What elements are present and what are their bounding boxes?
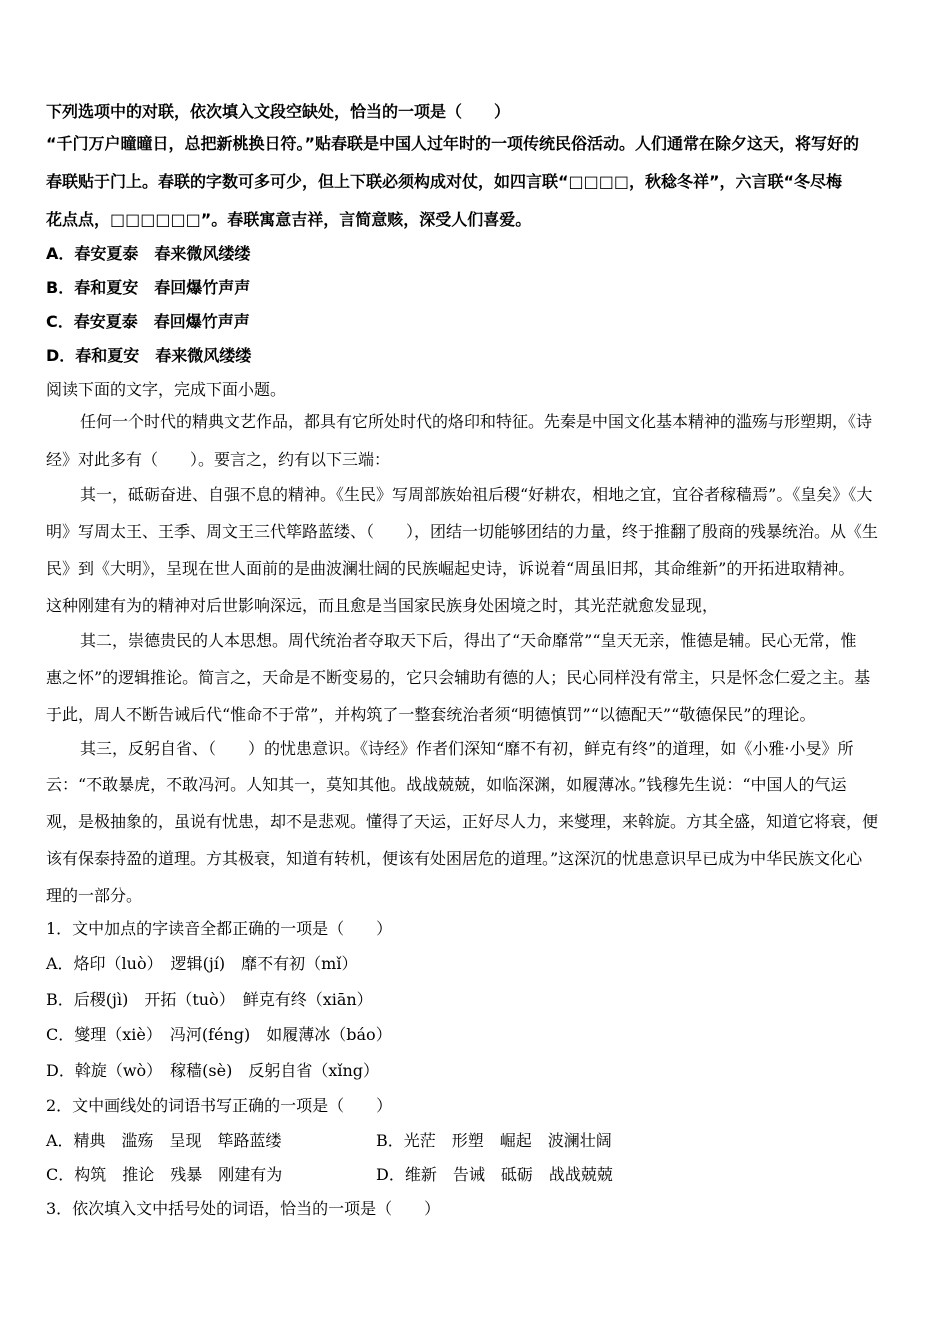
option-d: D．春和夏安 春来微风缕缕 bbox=[46, 346, 252, 365]
option-b: B．春和夏安 春回爆竹声声 bbox=[46, 278, 251, 297]
reading-line: 该有保泰持盈的道理。方其极衰，知道有转机，便该有处困居危的道理。”这深沉的忧患意识早已成为中华民族文化心 bbox=[46, 849, 863, 868]
q1-option-c: C．燮理（xiè） 冯河(féng) 如履薄冰（báo） bbox=[46, 1025, 392, 1044]
reading-instruction: 阅读下面的文字，完成下面小题。 bbox=[46, 380, 287, 399]
reading-line: 其一，砥砺奋进、自强不息的精神。《生民》写周部族始祖后稷“好耕农，相地之宜，宜谷者稼穑焉”。《皇矣》《大 bbox=[80, 485, 873, 504]
reading-line: 云：“不敢暴虎，不敢冯河。人知其一，莫知其他。战战兢兢，如临深渊，如履薄冰。”钱穆先生说：“中国人的气运 bbox=[46, 775, 847, 794]
option-c: C．春安夏泰 春回爆竹声声 bbox=[46, 312, 250, 331]
q1-option-a: A．烙印（luò） 逻辑(jí) 靡不有初（mǐ） bbox=[46, 954, 358, 973]
question-stem: 下列选项中的对联，依次填入文段空缺处，恰当的一项是（ ） bbox=[46, 102, 511, 121]
reading-line: 任何一个时代的精典文艺作品，都具有它所处时代的烙印和特征。先秦是中国文化基本精神的滥殇与形塑期，《诗 bbox=[80, 412, 873, 431]
reading-line: 民》到《大明》，呈现在世人面前的是曲波澜壮阔的民族崛起史诗，诉说着“周虽旧邦，其命维新”的开拓进取精神。 bbox=[46, 559, 855, 578]
q1-option-b: B．后稷(jì) 开拓（tuò） 鲜克有终（xiān） bbox=[46, 990, 373, 1009]
question-3-stem: 3．依次填入文中括号处的词语，恰当的一项是（ ） bbox=[46, 1199, 441, 1218]
q2-option-a: A．精典 滥殇 呈现 筚路蓝缕 bbox=[46, 1131, 282, 1150]
q2-option-d: D．维新 告诫 砥砺 战战兢兢 bbox=[376, 1165, 613, 1184]
reading-line: 这种刚建有为的精神对后世影响深远，而且愈是当国家民族身处困境之时，其光茫就愈发显现， bbox=[46, 596, 719, 615]
reading-line: 其二，崇德贵民的人本思想。周代统治者夺取天下后，得出了“天命靡常”“皇天无亲，惟德是辅。民心无常，惟 bbox=[80, 631, 857, 650]
q2-option-b: B．光茫 形塑 崛起 波澜壮阔 bbox=[376, 1131, 612, 1150]
passage-line: “千门万户曈曈日，总把新桃换日符。”贴春联是中国人过年时的一项传统民俗活动。人们通常在除夕这天，将写好的 bbox=[46, 134, 860, 153]
passage-line: 花点点，□□□□□□”。春联寓意吉祥，言简意赅，深受人们喜爱。 bbox=[46, 210, 532, 229]
question-2-stem: 2．文中画线处的词语书写正确的一项是（ ） bbox=[46, 1096, 393, 1115]
option-a: A．春安夏泰 春来微风缕缕 bbox=[46, 244, 251, 263]
q1-option-d: D．斡旋（wò） 稼穑(sè) 反躬自省（xǐng） bbox=[46, 1061, 380, 1080]
reading-line: 于此，周人不断告诫后代“惟命不于常”，并构筑了一整套统治者须“明德慎罚”“以德配天”“敬德保民”的理论。 bbox=[46, 705, 816, 724]
reading-line: 惠之怀”的逻辑推论。简言之，天命是不断变易的，它只会辅助有德的人；民心同样没有常主，只是怀念仁爱之主。基 bbox=[46, 668, 871, 687]
reading-line: 明》写周太王、王季、周文王三代筚路蓝缕、（ ），团结一切能够团结的力量，终于推翻了殷商的残暴统治。从《生 bbox=[46, 522, 879, 541]
reading-line: 理的一部分。 bbox=[46, 886, 143, 905]
passage-line: 春联贴于门上。春联的字数可多可少，但上下联必须构成对仗，如四言联“□□□□，秋稔冬祥”，六言联“冬尽梅 bbox=[46, 172, 843, 191]
reading-line: 其三，反躬自省、（ ）的忧患意识。《诗经》作者们深知“靡不有初，鲜克有终”的道理，如《小雅·小旻》所 bbox=[80, 739, 854, 758]
reading-line: 经》对此多有（ ）。要言之，约有以下三端： bbox=[46, 450, 391, 469]
q2-option-c: C．构筑 推论 残暴 刚建有为 bbox=[46, 1165, 283, 1184]
question-1-stem: 1．文中加点的字读音全都正确的一项是（ ） bbox=[46, 919, 393, 938]
reading-line: 观，是极抽象的，虽说有忧患，却不是悲观。懂得了天运，正好尽人力，来燮理，来斡旋。方其全盛，知道它将衰，便 bbox=[46, 812, 879, 831]
